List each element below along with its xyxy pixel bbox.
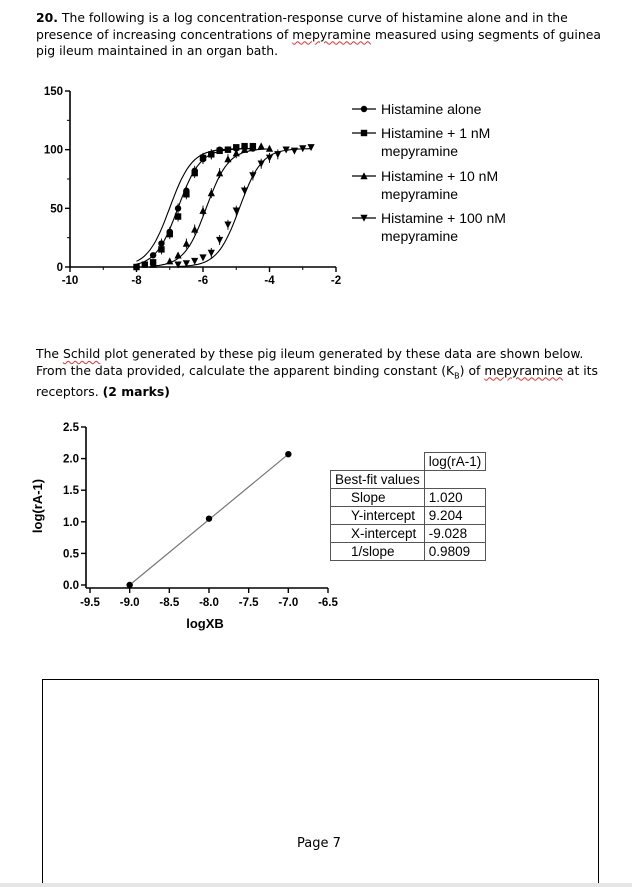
data-point [241,188,248,195]
data-point [249,172,256,179]
answer-box[interactable] [42,679,599,884]
data-point [285,451,291,457]
data-point [200,155,206,161]
y-tick-label: 100 [43,144,63,157]
question-part2 [36,346,602,401]
row-value: -9.028 [424,525,486,543]
legend-label: Histamine + 10 nM [381,168,499,184]
fit-column-header: log(rA-1) [424,453,486,471]
part2-text-d: at its receptors. [36,362,598,400]
row-value: 9.204 [424,507,486,525]
part2-text-a: The [36,346,63,361]
fit-curve [137,149,253,262]
y-tick-label: 150 [43,86,63,98]
y-tick-label: 0 [56,262,63,274]
mepyramine-term: mepyramine [292,26,371,42]
data-point [175,205,181,211]
legend-label: Histamine + 100 nM [381,210,506,226]
x-tick-label: -6.5 [318,597,338,609]
data-point [191,226,198,233]
fit-curve [178,149,311,267]
data-point [175,213,181,219]
data-point [216,148,222,154]
data-point [126,582,132,588]
data-point [224,222,231,229]
table-row [331,543,486,561]
x-tick-label: -10 [61,275,79,287]
question-intro-a: The following is a log concentration-response curve of histamine alone and in the presence of increasing concentrations of [36,10,568,42]
x-tick-label: -6 [197,275,209,287]
x-tick-label: -8 [131,275,142,287]
data-point [183,191,189,197]
data-point [291,148,298,155]
data-point [174,251,181,258]
legend-label-line2: mepyramine [381,143,459,159]
data-point [206,515,212,521]
table-row [331,525,486,543]
data-point [191,258,198,265]
table-row [331,489,486,507]
legend-marker [361,106,367,112]
schild-term: Schild [62,346,101,361]
x-tick-label: -9.0 [119,597,140,609]
data-point [216,237,223,244]
data-point [158,246,164,252]
x-tick-label: -8.0 [199,597,219,609]
row-label: 1/slope [331,543,425,561]
y-tick-label: 1.0 [63,516,79,529]
part2-text-b: plot generated by these pig ileum generated by these data are shown below. From the data provided, calculate the apparent binding constant (K [36,346,584,378]
data-point [133,264,139,270]
best-fit-table [330,452,486,561]
row-value: 1.020 [424,489,486,507]
data-point [225,146,231,152]
data-point [307,144,314,151]
page-number: Page 7 [297,836,341,851]
row-value: 0.9809 [424,543,486,561]
legend-label-line2: mepyramine [381,186,459,202]
data-point [258,142,265,149]
y-tick-label: 0.0 [63,580,79,592]
x-tick-label: -7.0 [278,597,299,609]
y-tick-label: 0.5 [63,548,79,561]
x-tick-label: -9.5 [80,597,100,609]
x-tick-label: -8.5 [159,597,180,609]
data-point [150,252,156,258]
y-tick-label: 50 [50,203,63,216]
page-edge [0,883,632,887]
data-point [216,169,223,176]
y-axis-title: log(rA-1) [30,478,45,534]
y-tick-label: 2.0 [63,453,79,466]
x-tick-label: -7.5 [238,597,259,609]
table-row [331,507,486,525]
y-tick-label: 1.5 [63,485,79,498]
kb-subscript: B [454,370,460,380]
data-point [167,231,173,237]
x-tick-label: -2 [330,275,342,287]
row-label: Y-intercept [331,507,425,525]
schild-plot [0,410,338,640]
data-point [191,170,197,176]
question-intro-b: measured using segments of guinea pig ileum maintained in an organ bath. [36,26,601,58]
legend-label-line2: mepyramine [381,228,459,244]
data-point [208,189,215,196]
data-point [199,254,206,261]
data-point [183,240,190,247]
y-tick-label: 2.5 [63,422,79,434]
x-tick-label: -4 [264,275,275,287]
row-label: Slope [331,489,425,507]
legend-label: Histamine alone [381,101,482,117]
question-number: 20. [36,10,58,25]
legend-marker [361,130,367,136]
data-point [166,257,173,264]
mepyramine-term-2: mepyramine [484,362,563,378]
part2-text-c: ) of [459,362,485,378]
question-20 [36,10,602,60]
data-point [142,261,148,267]
data-point [274,151,281,158]
best-fit-label: Best-fit values [331,471,425,489]
marks-label: (2 marks) [102,384,170,400]
data-point [266,145,273,152]
x-axis-title: logXB [186,616,224,631]
legend-label: Histamine + 1 nM [381,125,491,141]
data-point [208,151,214,157]
data-point [224,155,231,162]
concentration-response-chart [0,80,632,300]
row-label: X-intercept [331,525,425,543]
